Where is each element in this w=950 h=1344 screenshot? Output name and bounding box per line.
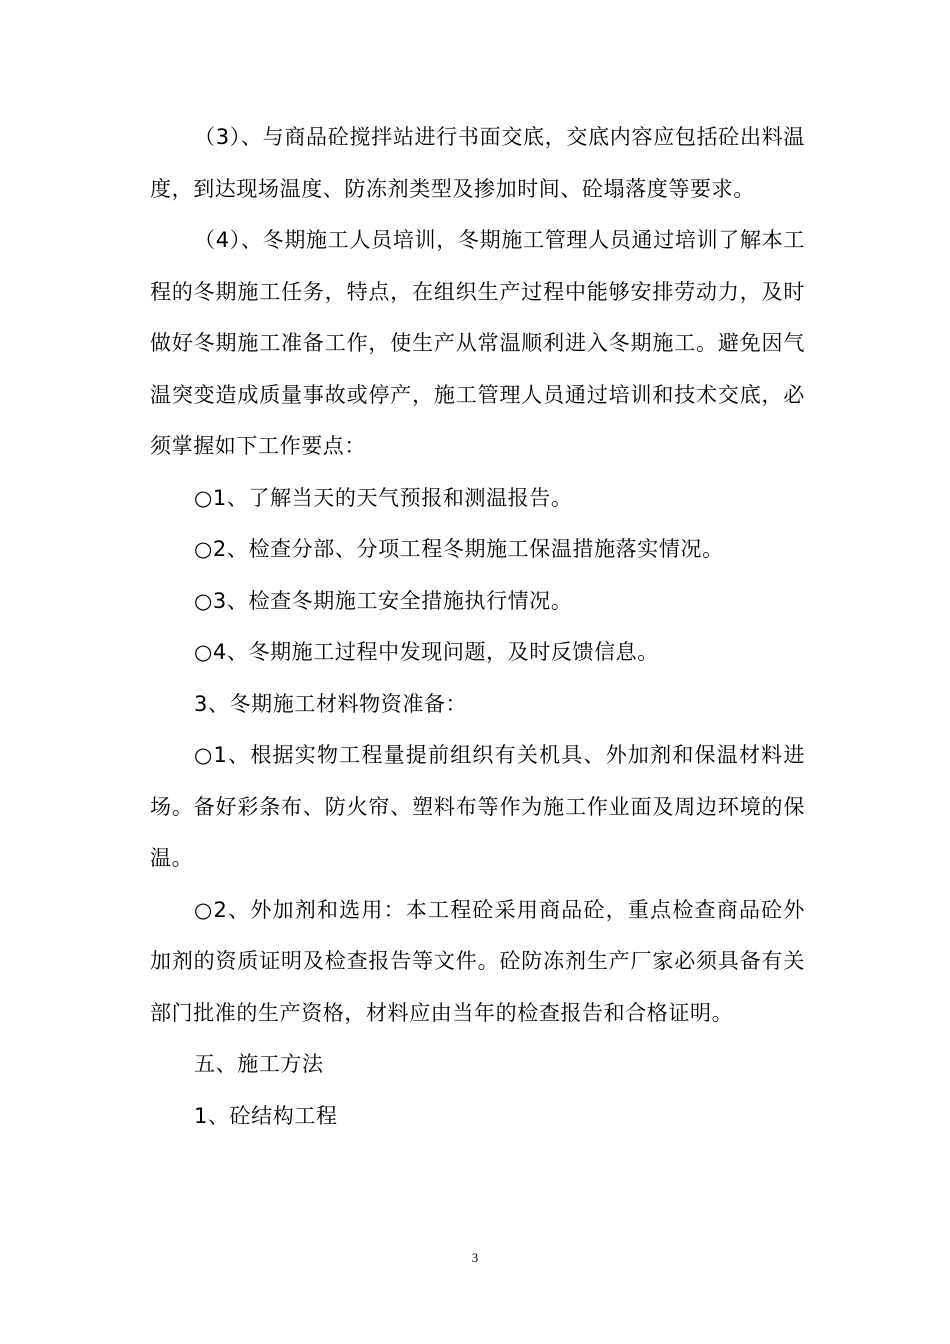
list-item-feedback: ○4、冬期施工过程中发现问题，及时反馈信息。	[194, 640, 659, 664]
section-heading-construction-method: 五、施工方法	[194, 1052, 324, 1076]
paragraph-staff-training: （4）、冬期施工人员培训，冬期施工管理人员通过培训了解本工程的冬期施工任务，特点，在组织生产过程中能够安排劳动力，及时做好冬期施工准备工作，使生产从常温顺利进入冬期施工。避免因气温突变造成质量事故或停产，施工管理人员通过培训和技术交底，必须掌握如下工作要点：	[150, 228, 805, 458]
list-item-admixture-selection: ○2、外加剂和选用：本工程砼采用商品砼，重点检查商品砼外加剂的资质证明及检查报告等文件。砼防冻剂生产厂家必须具备有关部门批准的生产资格，材料应由当年的检查报告和合格证明。	[150, 897, 805, 1025]
paragraph-mixer-station-briefing: （3）、与商品砼搅拌站进行书面交底，交底内容应包括砼出料温度，到达现场温度、防冻剂类型及掺加时间、砼塌落度等要求。	[150, 125, 805, 201]
page-number: 3	[471, 1250, 479, 1265]
document-body	[150, 112, 805, 1142]
list-item-safety-check: ○3、检查冬期施工安全措施执行情况。	[194, 588, 573, 613]
list-item-equipment-preparation: ○1、根据实物工程量提前组织有关机具、外加剂和保温材料进场。备好彩条布、防火帘、塑料布等作为施工作业面及周边环境的保温。	[150, 743, 805, 870]
list-item-weather-forecast: ○1、了解当天的天气预报和测温报告。	[194, 485, 573, 510]
section-heading-concrete-structure: 1、砼结构工程	[194, 1103, 338, 1128]
section-heading-materials: 3、冬期施工材料物资准备：	[194, 691, 468, 716]
list-item-insulation-check: ○2、检查分部、分项工程冬期施工保温措施落实情况。	[194, 537, 724, 561]
